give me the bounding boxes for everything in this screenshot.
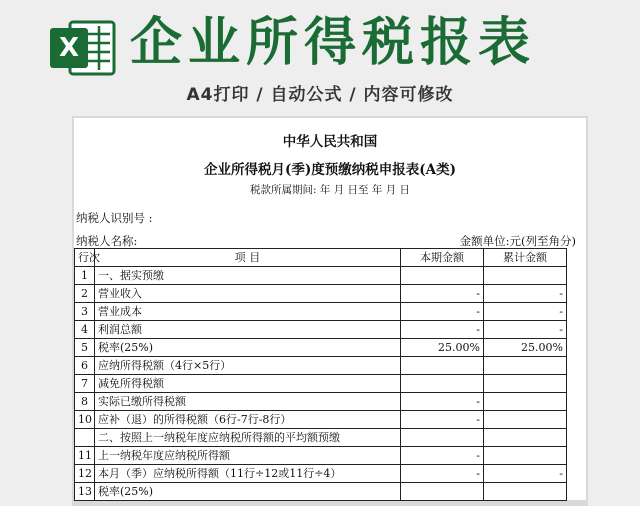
row-current-amount[interactable] — [401, 267, 484, 285]
header-row-no: 行次 — [75, 249, 95, 267]
row-number[interactable]: 8 — [75, 393, 95, 411]
row-current-amount[interactable]: - — [401, 411, 484, 429]
table-row — [75, 285, 567, 303]
row-cumulative-amount[interactable] — [484, 411, 567, 429]
row-cumulative-amount[interactable] — [484, 375, 567, 393]
row-item[interactable]: 利润总额 — [95, 321, 401, 339]
row-current-amount[interactable] — [401, 483, 484, 501]
row-current-amount[interactable] — [401, 357, 484, 375]
row-cumulative-amount[interactable]: - — [484, 285, 567, 303]
row-cumulative-amount[interactable] — [484, 357, 567, 375]
table-row — [75, 339, 567, 357]
row-cumulative-amount[interactable] — [484, 429, 567, 447]
row-cumulative-amount[interactable] — [484, 267, 567, 285]
table-row — [75, 393, 567, 411]
row-current-amount[interactable] — [401, 429, 484, 447]
row-current-amount[interactable]: - — [401, 303, 484, 321]
row-item[interactable]: 本月（季）应纳税所得额（11行÷12或11行÷4） — [95, 465, 401, 483]
row-current-amount[interactable]: - — [401, 465, 484, 483]
page-title: 企业所得税报表 — [130, 13, 537, 73]
row-cumulative-amount[interactable] — [484, 447, 567, 465]
logo-letter: X — [58, 33, 80, 63]
header-current-amount: 本期金额 — [401, 249, 484, 267]
row-number[interactable] — [75, 429, 95, 447]
table-header-row — [75, 249, 567, 267]
row-cumulative-amount[interactable]: 25.00% — [484, 339, 567, 357]
row-number[interactable]: 5 — [75, 339, 95, 357]
table-row — [75, 483, 567, 501]
tax-period: 税款所属期间: 年 月 日至 年 月 日 — [249, 184, 411, 196]
row-number[interactable]: 6 — [75, 357, 95, 375]
row-number[interactable]: 12 — [75, 465, 95, 483]
taxpayer-id-label: 纳税人识别号 : — [76, 211, 153, 225]
row-number[interactable]: 7 — [75, 375, 95, 393]
row-item[interactable]: 应纳所得税额（4行×5行） — [95, 357, 401, 375]
row-current-amount[interactable]: 25.00% — [401, 339, 484, 357]
row-number[interactable]: 1 — [75, 267, 95, 285]
table-row — [75, 429, 567, 447]
row-cumulative-amount[interactable]: - — [484, 465, 567, 483]
table-row — [75, 267, 567, 285]
table-row — [75, 411, 567, 429]
table-row — [75, 375, 567, 393]
header-item: 项 目 — [95, 249, 401, 267]
row-cumulative-amount[interactable] — [484, 393, 567, 411]
row-current-amount[interactable]: - — [401, 447, 484, 465]
banner — [0, 0, 640, 118]
table-row — [75, 465, 567, 483]
row-current-amount[interactable]: - — [401, 321, 484, 339]
row-number[interactable]: 10 — [75, 411, 95, 429]
table-row — [75, 447, 567, 465]
table-row — [75, 303, 567, 321]
row-item[interactable]: 二、按照上一纳税年度应纳税所得额的平均额预缴 — [95, 429, 401, 447]
row-current-amount[interactable]: - — [401, 393, 484, 411]
row-item[interactable]: 营业收入 — [95, 285, 401, 303]
row-number[interactable]: 4 — [75, 321, 95, 339]
row-item[interactable]: 实际已缴所得税额 — [95, 393, 401, 411]
row-item[interactable]: 营业成本 — [95, 303, 401, 321]
row-item[interactable]: 税率(25%) — [95, 483, 401, 501]
row-current-amount[interactable] — [401, 375, 484, 393]
row-current-amount[interactable]: - — [401, 285, 484, 303]
header-cumulative-amount: 累计金额 — [484, 249, 567, 267]
amount-unit-label: 金额单位:元(列至角分) — [459, 234, 576, 248]
row-item[interactable]: 减免所得税额 — [95, 375, 401, 393]
row-number[interactable]: 2 — [75, 285, 95, 303]
row-number[interactable]: 13 — [75, 483, 95, 501]
form-title: 企业所得税月(季)度预缴纳税申报表(A类) — [203, 162, 457, 178]
row-cumulative-amount[interactable]: - — [484, 303, 567, 321]
declaration-table — [74, 248, 567, 501]
row-number[interactable]: 3 — [75, 303, 95, 321]
row-cumulative-amount[interactable] — [484, 483, 567, 501]
row-item[interactable]: 应补（退）的所得税额（6行-7行-8行） — [95, 411, 401, 429]
taxpayer-name-label: 纳税人名称: — [76, 234, 138, 248]
report-sheet — [74, 118, 586, 500]
row-item[interactable]: 上一纳税年度应纳税所得额 — [95, 447, 401, 465]
row-number[interactable]: 11 — [75, 447, 95, 465]
table-row — [75, 357, 567, 375]
page-subtitle: A4打印 / 自动公式 / 内容可修改 — [186, 85, 454, 105]
country-heading: 中华人民共和国 — [282, 134, 378, 150]
excel-icon — [48, 18, 118, 78]
row-cumulative-amount[interactable]: - — [484, 321, 567, 339]
row-item[interactable]: 一、据实预缴 — [95, 267, 401, 285]
table-row — [75, 321, 567, 339]
row-item[interactable]: 税率(25%) — [95, 339, 401, 357]
